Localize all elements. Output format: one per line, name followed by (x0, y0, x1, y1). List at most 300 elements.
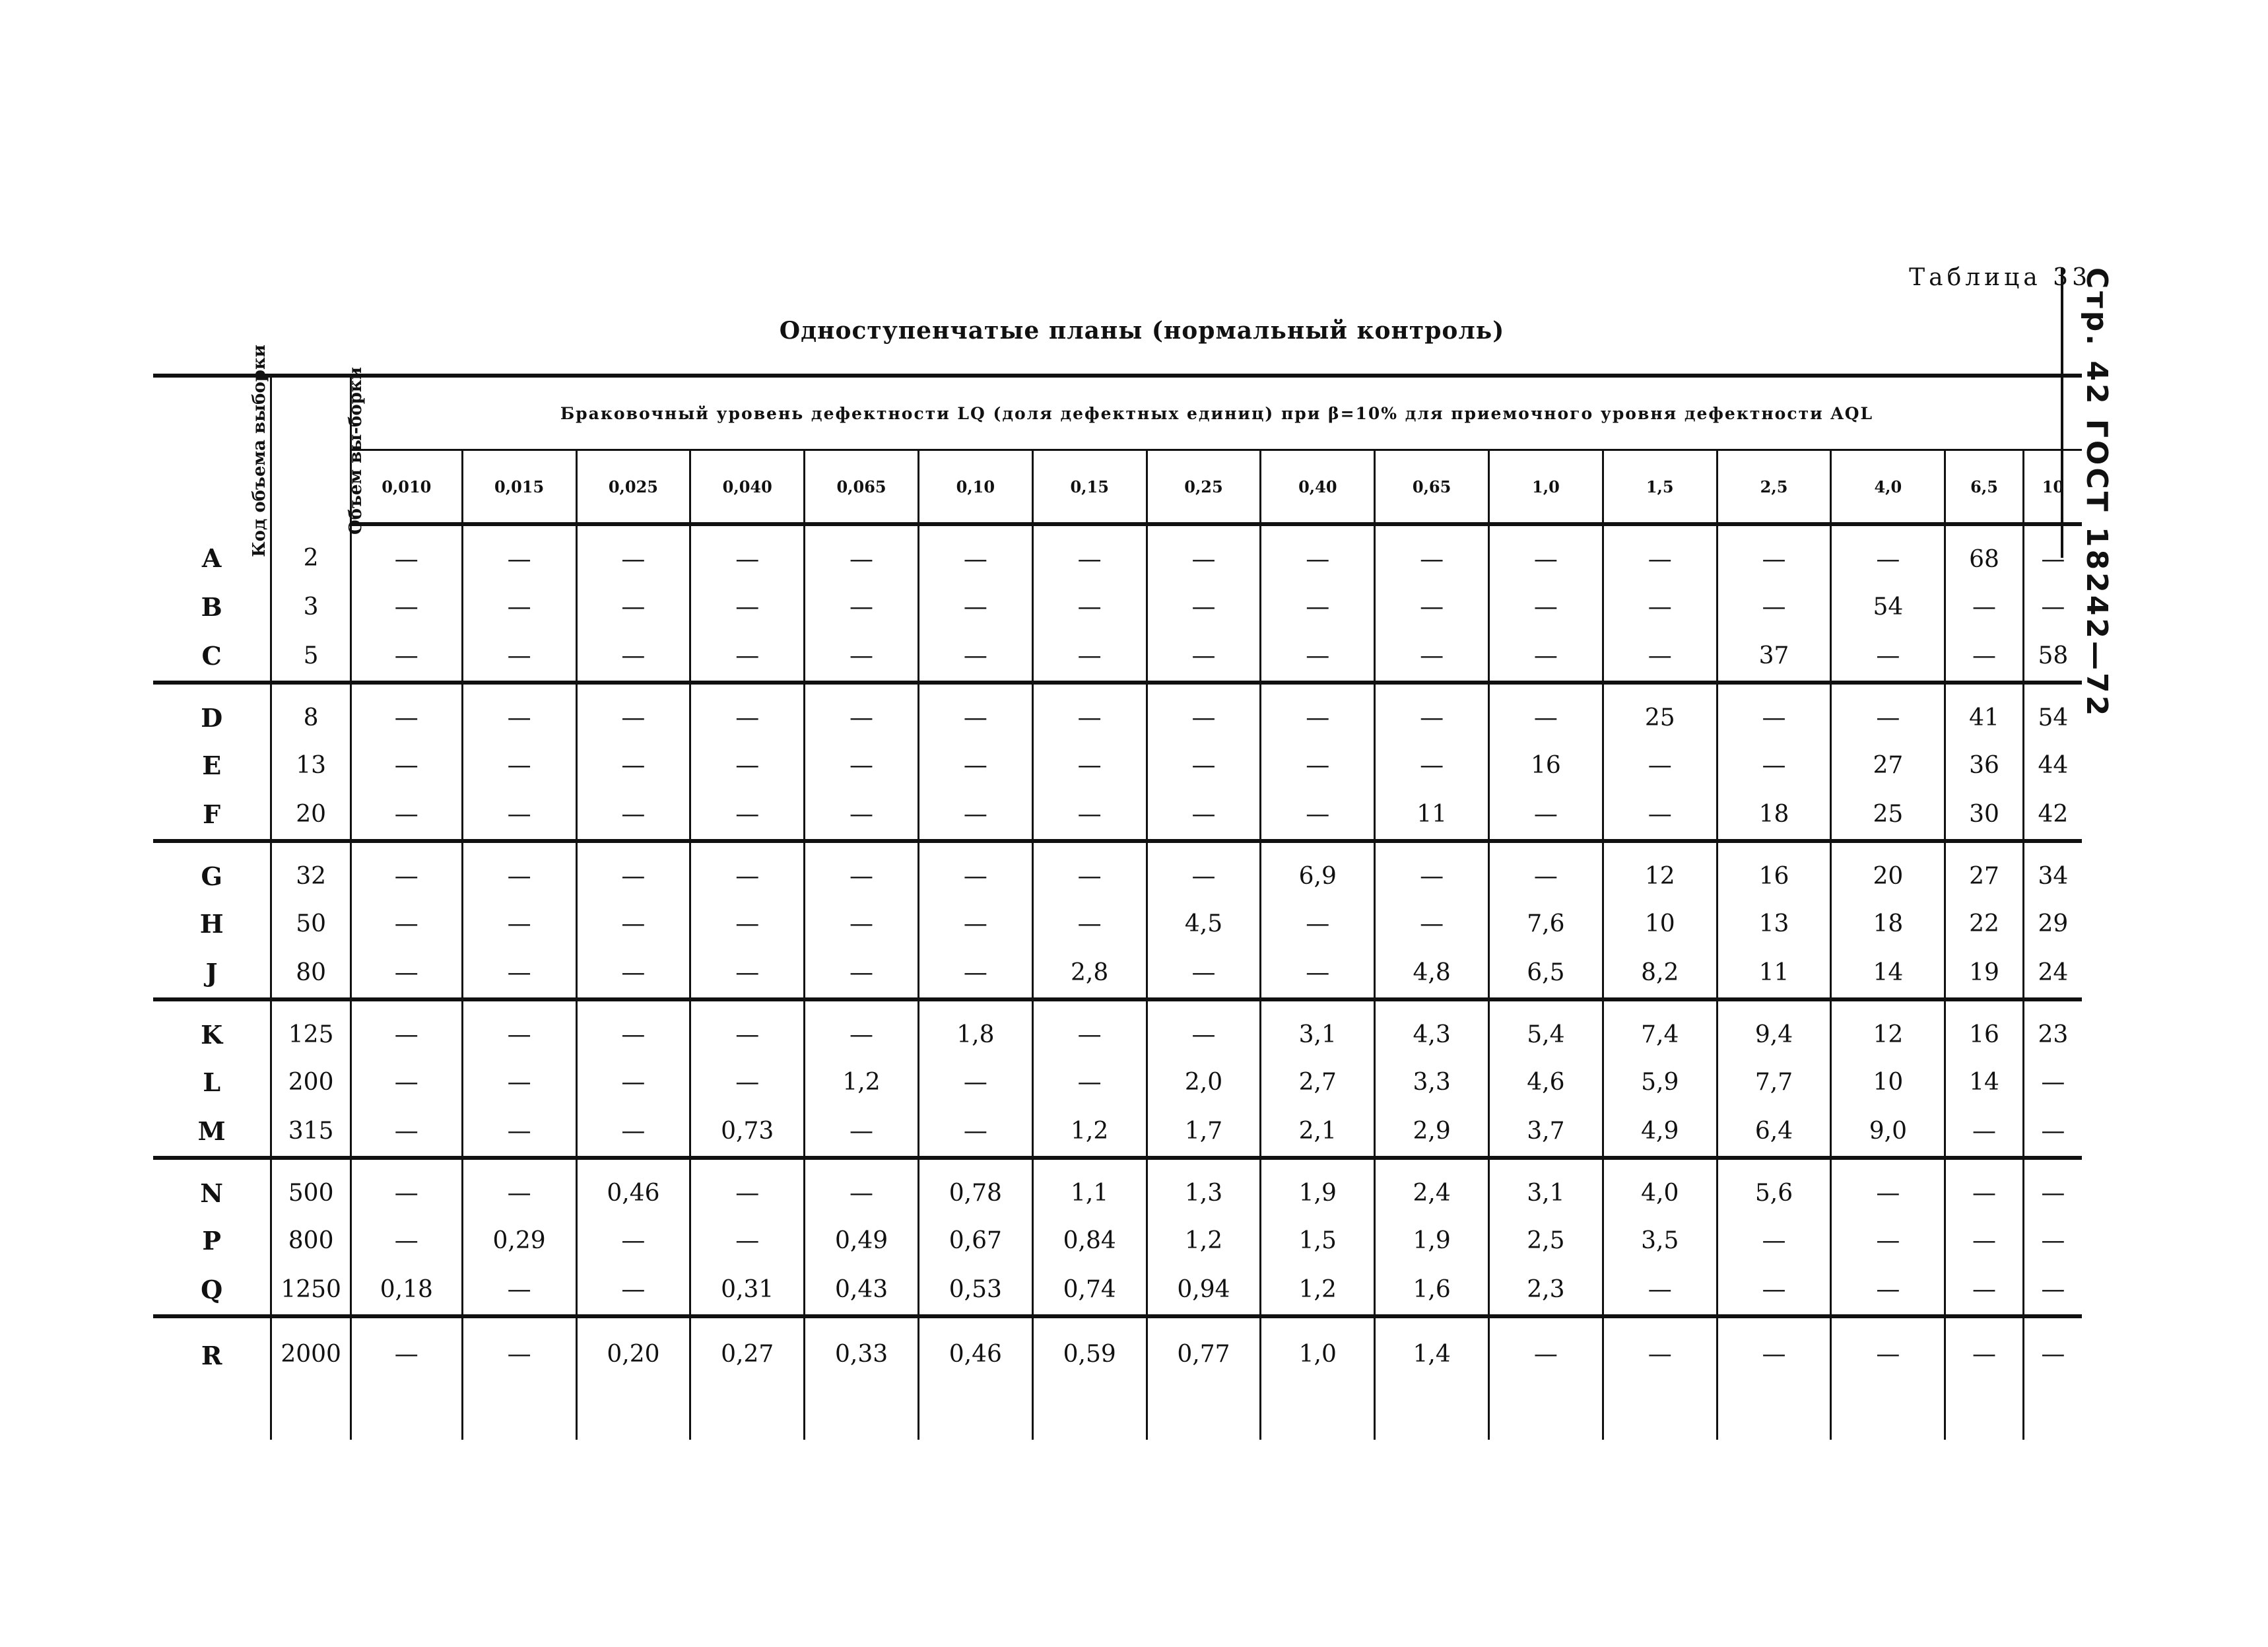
lq-value-cell: 14 (1831, 947, 1945, 999)
sample-size-cell: 200 (271, 1058, 351, 1106)
sample-code-cell: D (153, 683, 271, 741)
lq-value-cell: — (1603, 524, 1717, 583)
lq-value-cell: 9,4 (1717, 999, 1831, 1058)
lq-value-cell: — (1717, 1217, 1831, 1264)
lq-value-cell: 3,1 (1261, 999, 1375, 1058)
lq-value-cell: 0,67 (918, 1217, 1032, 1264)
sample-size-cell: 1250 (271, 1264, 351, 1316)
lq-value-cell: — (690, 583, 805, 630)
lq-value-cell: 14 (1945, 1058, 2024, 1106)
lq-value-cell: — (1032, 1058, 1147, 1106)
lq-value-cell: — (576, 741, 690, 789)
sample-size-cell: 500 (271, 1158, 351, 1217)
lq-value-cell: — (350, 999, 462, 1058)
lq-value-cell: — (805, 947, 919, 999)
lq-value-cell: 12 (1831, 999, 1945, 1058)
lq-value-cell: — (805, 524, 919, 583)
lq-value-cell: — (576, 841, 690, 900)
lq-value-cell: — (918, 947, 1032, 999)
lq-value-cell: — (1603, 630, 1717, 683)
lq-value-cell: 12 (1603, 841, 1717, 900)
lq-value-cell: — (1945, 1217, 2024, 1264)
lq-value-cell: — (462, 741, 576, 789)
lq-value-cell: — (1261, 583, 1375, 630)
lq-value-cell: — (462, 1264, 576, 1316)
lq-value-cell: 24 (2023, 947, 2082, 999)
lq-value-cell: — (918, 900, 1032, 947)
lq-value-cell: — (1032, 999, 1147, 1058)
lq-value-cell: 23 (2038, 1021, 2069, 1048)
lq-value-cell: — (1489, 683, 1603, 741)
lq-value-cell: — (1375, 630, 1489, 683)
lq-value-cell: — (576, 947, 690, 999)
lq-value-cell: — (462, 947, 576, 999)
lq-value-cell: — (462, 1106, 576, 1158)
sample-size-cell: 315 (271, 1106, 351, 1158)
lq-value-cell: — (576, 1217, 690, 1264)
table-row (153, 1217, 2082, 1264)
table-row (153, 741, 2082, 789)
lq-value-cell: — (1831, 683, 1945, 741)
lq-value-cell: 2,5 (1489, 1217, 1603, 1264)
lq-value-cell: — (1032, 741, 1147, 789)
lq-value-cell: 2,3 (1489, 1264, 1603, 1316)
lq-value-cell: 5,4 (1489, 999, 1603, 1058)
lq-value-cell: — (350, 741, 462, 789)
lq-value-cell: — (918, 683, 1032, 741)
lq-value-cell: 4,8 (1375, 947, 1489, 999)
table-row (153, 583, 2082, 630)
lq-value-cell: 0,20 (576, 1316, 690, 1440)
lq-value-cell: — (690, 789, 805, 841)
lq-value-cell: 7,4 (1603, 999, 1717, 1058)
aql-column-header: 4,0 (1831, 450, 1945, 525)
lq-value-cell: — (1147, 841, 1261, 900)
lq-value-cell: — (350, 1316, 462, 1440)
lq-value-cell: 0,59 (1032, 1316, 1147, 1440)
lq-value-cell: — (576, 583, 690, 630)
aql-header-row (153, 450, 2082, 525)
lq-value-cell: — (690, 524, 805, 583)
lq-value-cell: — (690, 741, 805, 789)
lq-value-cell: 1,2 (1147, 1217, 1261, 1264)
lq-value-cell: — (1375, 900, 1489, 947)
lq-value-cell: — (918, 1106, 1032, 1158)
lq-value-cell: 2,7 (1261, 1058, 1375, 1106)
lq-value-cell: 1,4 (1375, 1316, 1489, 1440)
lq-value-cell: — (1603, 1316, 1717, 1440)
lq-value-cell: 0,18 (350, 1264, 462, 1316)
lq-value-cell: — (462, 841, 576, 900)
lq-value-cell: — (1032, 789, 1147, 841)
lq-value-cell: 1,2 (1261, 1264, 1375, 1316)
lq-value-cell: — (350, 1158, 462, 1217)
lq-value-cell: 5,9 (1603, 1058, 1717, 1106)
sample-size-cell: 20 (271, 789, 351, 841)
sample-code-cell: J (153, 947, 271, 999)
size-column-header (271, 367, 366, 535)
lq-value-cell: 1,9 (1375, 1217, 1489, 1264)
lq-value-cell: 4,3 (1375, 999, 1489, 1058)
aql-column-header: 0,10 (918, 450, 1032, 525)
lq-value-cell: — (1032, 900, 1147, 947)
lq-value-cell: — (2041, 1068, 2065, 1096)
lq-value-cell: — (462, 683, 576, 741)
table-title: Одноступенчатые планы (нормальный контроль) (779, 317, 1505, 345)
table-row (153, 1106, 2082, 1158)
aql-column-header: 6,5 (1945, 450, 2024, 525)
lq-value-cell: — (1375, 741, 1489, 789)
table-row (153, 524, 2082, 583)
lq-value-cell: — (918, 630, 1032, 683)
lq-value-cell: — (1261, 683, 1375, 741)
lq-value-cell: 36 (1945, 741, 2024, 789)
lq-value-cell: — (576, 999, 690, 1058)
page-header: Стр. 42 ГОСТ 18242—72 (2061, 267, 2116, 558)
lq-table (153, 344, 2082, 1440)
lq-value-cell: 2,8 (1032, 947, 1147, 999)
lq-value-cell: — (690, 630, 805, 683)
lq-value-cell: — (1945, 1264, 2024, 1316)
lq-value-cell: 1,2 (1032, 1106, 1147, 1158)
lq-value-cell: — (350, 1058, 462, 1106)
lq-value-cell: — (1831, 630, 1945, 683)
aql-column-header: 0,40 (1261, 450, 1375, 525)
lq-value-cell: — (1375, 841, 1489, 900)
lq-value-cell: 7,7 (1717, 1058, 1831, 1106)
sample-size-cell: 32 (271, 841, 351, 900)
lq-value-cell: — (805, 1158, 919, 1217)
lq-value-cell: 25 (1603, 683, 1717, 741)
lq-value-cell: — (1032, 683, 1147, 741)
aql-column-header: 0,040 (690, 450, 805, 525)
lq-value-cell: 6,9 (1261, 841, 1375, 900)
table-row (153, 1316, 2082, 1440)
sample-size-cell: 2 (271, 524, 351, 583)
sample-code-cell: L (153, 1058, 271, 1106)
lq-value-cell: — (1717, 1264, 1831, 1316)
aql-column-header: 10 (2023, 450, 2082, 525)
lq-value-cell: — (690, 900, 805, 947)
lq-value-cell: — (576, 789, 690, 841)
lq-value-cell: 0,31 (690, 1264, 805, 1316)
lq-value-cell: — (2023, 1264, 2082, 1316)
lq-value-cell: — (918, 741, 1032, 789)
lq-value-cell: — (1831, 1316, 1945, 1440)
lq-value-cell: — (350, 900, 462, 947)
lq-value-cell: — (690, 1158, 805, 1217)
lq-value-cell: 22 (1945, 900, 2024, 947)
lq-value-cell: — (1261, 741, 1375, 789)
lq-value-cell: — (1032, 841, 1147, 900)
lq-value-cell: — (805, 789, 919, 841)
lq-value-cell: 13 (1717, 900, 1831, 947)
lq-value-cell: — (462, 630, 576, 683)
lq-value-cell: — (918, 1058, 1032, 1106)
lq-value-cell: — (1717, 583, 1831, 630)
table-row (153, 947, 2082, 999)
lq-value-cell: — (1032, 524, 1147, 583)
sample-code-cell: K (153, 999, 271, 1058)
lq-value-cell: — (690, 999, 805, 1058)
sample-size-cell: 800 (271, 1217, 351, 1264)
lq-value-cell: — (1831, 1217, 1945, 1264)
lq-value-cell: 2,4 (1375, 1158, 1489, 1217)
lq-value-cell: 11 (1375, 789, 1489, 841)
lq-value-cell: — (462, 524, 576, 583)
lq-value-cell: — (1147, 524, 1261, 583)
lq-value-cell: — (350, 841, 462, 900)
lq-value-cell: — (1831, 524, 1945, 583)
lq-value-cell: — (2041, 593, 2065, 621)
lq-value-cell: — (462, 789, 576, 841)
lq-value-cell: 4,0 (1603, 1158, 1717, 1217)
sample-size-cell: 5 (271, 630, 351, 683)
lq-value-cell: 18 (1831, 900, 1945, 947)
lq-value-cell: — (1147, 583, 1261, 630)
lq-value-cell: 1,7 (1147, 1106, 1261, 1158)
sample-size-cell: 13 (271, 741, 351, 789)
lq-value-cell: 44 (2038, 751, 2069, 779)
aql-column-header: 1,5 (1603, 450, 1717, 525)
lq-value-cell: — (576, 683, 690, 741)
lq-value-cell: 0,46 (918, 1316, 1032, 1440)
sample-code-cell: N (153, 1158, 271, 1217)
lq-value-cell: 3,7 (1489, 1106, 1603, 1158)
sample-size-cell: 125 (271, 999, 351, 1058)
lq-value-cell: 0,73 (690, 1106, 805, 1158)
lq-value-cell: — (1489, 583, 1603, 630)
table-row (153, 630, 2082, 683)
sample-size-cell: 3 (271, 583, 351, 630)
lq-value-cell: 1,8 (918, 999, 1032, 1058)
lq-value-cell: — (1717, 741, 1831, 789)
sample-code-cell: B (153, 583, 271, 630)
lq-value-cell: — (1945, 1316, 2024, 1440)
lq-value-cell: — (1147, 947, 1261, 999)
sample-size-cell: 80 (271, 947, 351, 999)
lq-value-cell: — (805, 1106, 919, 1158)
lq-value-cell: — (576, 1264, 690, 1316)
lq-value-cell: — (1717, 683, 1831, 741)
aql-column-header: 1,0 (1489, 450, 1603, 525)
lq-value-cell: — (805, 583, 919, 630)
lq-value-cell: 9,0 (1831, 1106, 1945, 1158)
lq-value-cell: — (1489, 524, 1603, 583)
lq-value-cell: 4,6 (1489, 1058, 1603, 1106)
lq-value-cell: 1,3 (1147, 1158, 1261, 1217)
lq-value-cell: 0,29 (462, 1217, 576, 1264)
lq-value-cell: — (1261, 524, 1375, 583)
lq-value-cell: 2,1 (1261, 1106, 1375, 1158)
table-row (153, 789, 2082, 841)
lq-value-cell: 2,0 (1147, 1058, 1261, 1106)
lq-value-cell: — (2041, 1341, 2065, 1368)
lq-value-cell: — (1489, 841, 1603, 900)
lq-value-cell: — (805, 900, 919, 947)
lq-value-cell: 34 (2038, 862, 2069, 890)
lq-value-cell: 0,43 (805, 1264, 919, 1316)
lq-value-cell: 0,84 (1032, 1217, 1147, 1264)
lq-value-cell: — (805, 741, 919, 789)
lq-value-cell: 27 (1831, 741, 1945, 789)
lq-value-cell: 4,5 (1147, 900, 1261, 947)
lq-value-cell: 27 (1945, 841, 2024, 900)
lq-value-cell: 1,6 (1375, 1264, 1489, 1316)
lq-value-cell: — (805, 630, 919, 683)
lq-value-cell: — (576, 1058, 690, 1106)
lq-value-cell: — (1945, 630, 2024, 683)
aql-column-header: 0,010 (350, 450, 462, 525)
lq-value-cell: — (1147, 741, 1261, 789)
sample-size-cell: 50 (271, 900, 351, 947)
lq-value-cell: 5,6 (1717, 1158, 1831, 1217)
lq-value-cell: — (1261, 630, 1375, 683)
lq-value-cell: — (1147, 789, 1261, 841)
sample-code-cell: E (153, 741, 271, 789)
size-header-label: Объем вы-борки (346, 367, 366, 535)
sample-code-cell: G (153, 841, 271, 900)
lq-value-cell: — (576, 524, 690, 583)
lq-value-cell: — (350, 583, 462, 630)
aql-column-header: 0,065 (805, 450, 919, 525)
lq-value-cell: — (1603, 789, 1717, 841)
lq-value-cell: — (1945, 1158, 2024, 1217)
lq-value-cell: — (1717, 1316, 1831, 1440)
aql-column-header: 0,25 (1147, 450, 1261, 525)
lq-value-cell: — (918, 583, 1032, 630)
lq-value-cell: — (350, 524, 462, 583)
lq-value-cell: 37 (1717, 630, 1831, 683)
lq-value-cell: 3,3 (1375, 1058, 1489, 1106)
lq-value-cell: — (918, 841, 1032, 900)
sample-code-cell: C (153, 630, 271, 683)
lq-value-cell: 6,5 (1489, 947, 1603, 999)
sample-code-cell: M (153, 1106, 271, 1158)
lq-value-cell: — (1717, 524, 1831, 583)
lq-value-cell: — (350, 789, 462, 841)
lq-value-cell: 10 (1831, 1058, 1945, 1106)
lq-value-cell: 30 (1945, 789, 2024, 841)
lq-value-cell: — (1261, 900, 1375, 947)
lq-value-cell: 6,4 (1717, 1106, 1831, 1158)
lq-value-cell: 18 (1717, 789, 1831, 841)
lq-value-cell: — (1147, 630, 1261, 683)
code-column-header (153, 344, 271, 558)
lq-value-cell: — (1489, 789, 1603, 841)
lq-value-cell: 58 (2023, 630, 2082, 683)
lq-value-cell: — (1375, 524, 1489, 583)
lq-value-cell: — (690, 1058, 805, 1106)
lq-value-cell: 1,0 (1261, 1316, 1375, 1440)
lq-value-cell: — (576, 1106, 690, 1158)
lq-value-cell: — (462, 583, 576, 630)
lq-value-cell: — (1603, 583, 1717, 630)
sample-code-cell: H (153, 900, 271, 947)
lq-value-cell: — (350, 1106, 462, 1158)
lq-value-cell: 1,5 (1261, 1217, 1375, 1264)
lq-value-cell: 29 (2038, 910, 2069, 937)
lq-value-cell: — (576, 630, 690, 683)
lq-value-cell: — (1489, 630, 1603, 683)
table-row (153, 900, 2082, 947)
lq-value-cell: — (462, 900, 576, 947)
lq-value-cell: — (1032, 583, 1147, 630)
lq-value-cell: — (462, 1316, 576, 1440)
lq-value-cell: — (2023, 1106, 2082, 1158)
lq-value-cell: 54 (1831, 583, 1945, 630)
lq-value-cell: — (805, 841, 919, 900)
lq-value-cell: — (462, 1158, 576, 1217)
lq-value-cell: 3,1 (1489, 1158, 1603, 1217)
lq-value-cell: — (2041, 1227, 2065, 1254)
lq-value-cell: 2,9 (1375, 1106, 1489, 1158)
lq-value-cell: — (805, 683, 919, 741)
lq-value-cell: — (350, 683, 462, 741)
lq-value-cell: 4,9 (1603, 1106, 1717, 1158)
lq-value-cell: — (462, 1058, 576, 1106)
lq-value-cell: 0,74 (1032, 1264, 1147, 1316)
lq-value-cell: 54 (2038, 704, 2069, 731)
lq-value-cell: 0,49 (805, 1217, 919, 1264)
lq-value-cell: — (1375, 683, 1489, 741)
lq-value-cell: 8,2 (1603, 947, 1717, 999)
table-number: Таблица 33 (1909, 264, 2091, 291)
lq-value-cell: — (690, 947, 805, 999)
lq-value-cell: — (1147, 999, 1261, 1058)
lq-value-cell: — (350, 1217, 462, 1264)
lq-value-cell: — (690, 1217, 805, 1264)
lq-value-cell: — (1261, 789, 1375, 841)
lq-value-cell: 0,27 (690, 1316, 805, 1440)
aql-column-header: 0,025 (576, 450, 690, 525)
lq-value-cell: 1,1 (1032, 1158, 1147, 1217)
table-row (153, 1264, 2082, 1316)
sample-code-cell: F (153, 789, 271, 841)
aql-column-header: 2,5 (1717, 450, 1831, 525)
lq-value-cell: — (1831, 1264, 1945, 1316)
lq-value-cell: 7,6 (1489, 900, 1603, 947)
table-row (153, 683, 2082, 741)
sample-code-cell: A (153, 524, 271, 583)
table-row (153, 1158, 2082, 1217)
lq-value-cell: — (1603, 1264, 1717, 1316)
sample-size-cell: 8 (271, 683, 351, 741)
lq-value-cell: — (918, 524, 1032, 583)
sample-size-cell: 2000 (271, 1316, 351, 1440)
sample-code-cell: Q (153, 1264, 271, 1316)
lq-value-cell: — (690, 841, 805, 900)
lq-value-cell: 16 (1717, 841, 1831, 900)
lq-value-cell: — (1945, 1106, 2024, 1158)
aql-column-header: 0,015 (462, 450, 576, 525)
lq-value-cell: 11 (1717, 947, 1831, 999)
lq-value-cell: 42 (2023, 789, 2082, 841)
lq-value-cell: 0,94 (1147, 1264, 1261, 1316)
code-header-label: Код объема выборки (250, 344, 270, 558)
lq-value-cell: 0,77 (1147, 1316, 1261, 1440)
lq-value-cell: — (1147, 683, 1261, 741)
aql-column-header: 0,15 (1032, 450, 1147, 525)
table-row (153, 1058, 2082, 1106)
lq-value-cell: 10 (1603, 900, 1717, 947)
table-body (153, 524, 2082, 1440)
lq-value-cell: — (1032, 630, 1147, 683)
table-row (153, 841, 2082, 900)
lq-value-cell: — (350, 630, 462, 683)
lq-value-cell: — (1375, 583, 1489, 630)
sample-code-cell: R (153, 1316, 271, 1440)
